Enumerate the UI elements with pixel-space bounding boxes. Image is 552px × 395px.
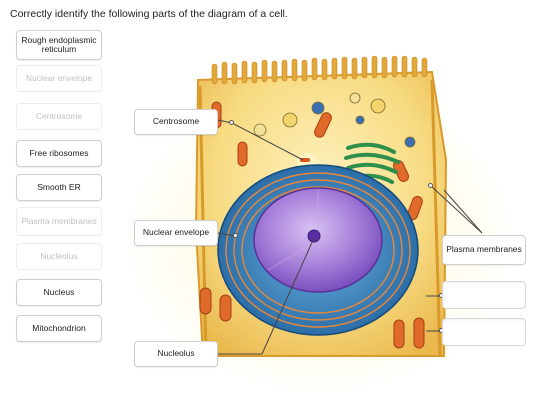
centrosome-leader-dot [229,120,234,125]
bank-item-plasma-membranes[interactable]: Plasma membranes [16,207,102,236]
question-prompt: Correctly identify the following parts of the diagram of a cell. [10,8,288,20]
bank-item-nucleus[interactable]: Nucleus [16,279,102,306]
label-plasma-membranes[interactable]: Plasma membranes [442,235,526,265]
label-nucleolus[interactable]: Nucleolus [134,341,218,367]
bank-item-rough-er[interactable]: Rough endoplasmic reticulum [16,30,102,60]
bank-item-centrosome[interactable]: Centrosome [16,103,102,130]
nuclear-envelope-leader-dot [233,233,238,238]
bank-item-nucleolus[interactable]: Nucleolus [16,243,102,270]
bank-item-nuclear-envelope[interactable]: Nuclear envelope [16,65,102,92]
bank-item-free-ribosomes[interactable]: Free ribosomes [16,140,102,167]
label-nuclear-envelope[interactable]: Nuclear envelope [134,220,218,246]
drop-target-2[interactable] [442,318,526,346]
plasma-membrane-leader-dot [428,183,433,188]
drop-target-1[interactable] [442,281,526,309]
label-centrosome[interactable]: Centrosome [134,109,218,135]
bank-item-smooth-er[interactable]: Smooth ER [16,174,102,201]
bank-item-mitochondrion[interactable]: Mitochondrion [16,315,102,342]
